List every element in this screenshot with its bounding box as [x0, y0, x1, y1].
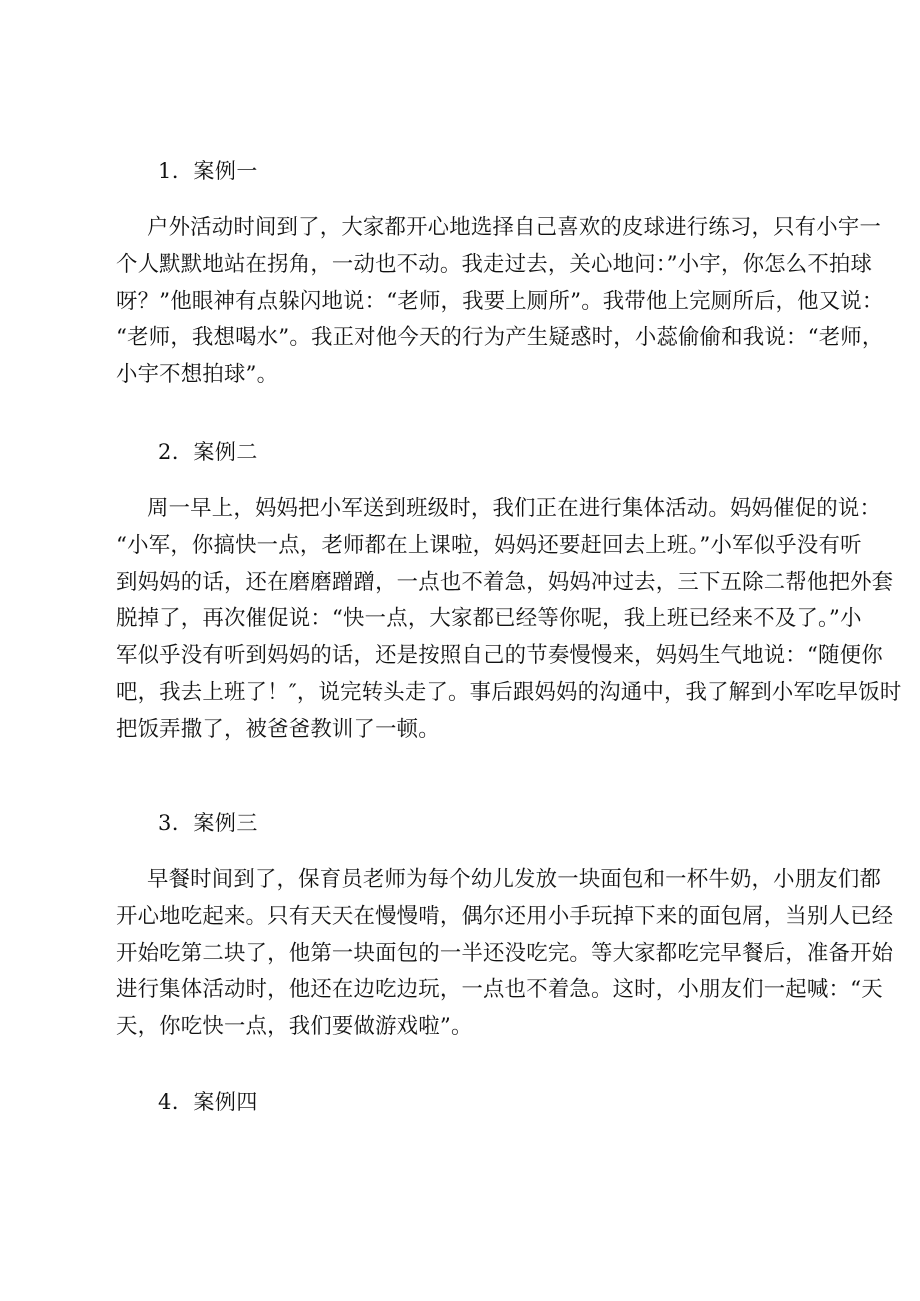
paragraph-line: 个人默默地站在拐角，一动也不动。我走过去，关心地问：”小宇，你怎么不拍球 [116, 251, 873, 277]
paragraph-line: 天，你吃快一点，我们要做游戏啦”。 [116, 1014, 473, 1040]
section-paragraph-3 [116, 862, 894, 1046]
paragraph-line: 呀？”他眼神有点躲闪地说：“老师，我要上厕所”。我带他上完厕所后，他又说： [116, 288, 884, 314]
paragraph-line: 军似乎没有听到妈妈的话，还是按照自己的节奏慢慢来，妈妈生气地说：“随便你 [116, 643, 883, 669]
paragraph-line: 周一早上，妈妈把小军送到班级时，我们正在进行集体活动。妈妈催促的说： [147, 496, 882, 521]
paragraph-line: “小军，你搞快一点，老师都在上课啦，妈妈还要赶回去上班。”小军似乎没有听 [116, 532, 862, 558]
paragraph-line: 早餐时间到了，保育员老师为每个幼儿发放一块面包和一杯牛奶，小朋友们都 [147, 867, 882, 892]
section-heading-3: 3．案例三 [158, 811, 258, 835]
paragraph-line: “老师，我想喝水”。我正对他今天的行为产生疑惑时，小蕊偷偷和我说：“老师， [116, 325, 884, 351]
paragraph-line: 开心地吃起来。只有天天在慢慢啃，偶尔还用小手玩掉下来的面包屑，当别人已经 [116, 903, 894, 929]
paragraph-line: 吧，我去上班了！″，说完转头走了。事后跟妈妈的沟通中，我了解到小军吃早饭时 [116, 679, 902, 705]
paragraph-line: 脱掉了，再次催促说：“快一点，大家都已经等你呢，我上班已经来不及了。”小 [116, 606, 862, 632]
section-heading-2: 2．案例二 [158, 440, 258, 464]
section-paragraph-2 [116, 491, 902, 749]
paragraph-line: 到妈妈的话，还在磨磨蹭蹭，一点也不着急，妈妈冲过去，三下五除二帮他把外套 [116, 569, 894, 595]
paragraph-line: 进行集体活动时，他还在边吃边玩，一点也不着急。这时，小朋友们一起喊：“天 [116, 977, 883, 1003]
paragraph-line: 把饭弄撒了，被爸爸教训了一顿。 [116, 716, 440, 742]
paragraph-line: 户外活动时间到了，大家都开心地选择自己喜欢的皮球进行练习，只有小宇一 [147, 215, 882, 240]
paragraph-line: 小宇不想拍球”。 [116, 362, 279, 388]
section-paragraph-1 [116, 210, 884, 394]
section-heading-4: 4．案例四 [158, 1090, 258, 1114]
section-heading-1: 1．案例一 [158, 159, 258, 183]
paragraph-line: 开始吃第二块了，他第一块面包的一半还没吃完。等大家都吃完早餐后，准备开始 [116, 940, 894, 966]
